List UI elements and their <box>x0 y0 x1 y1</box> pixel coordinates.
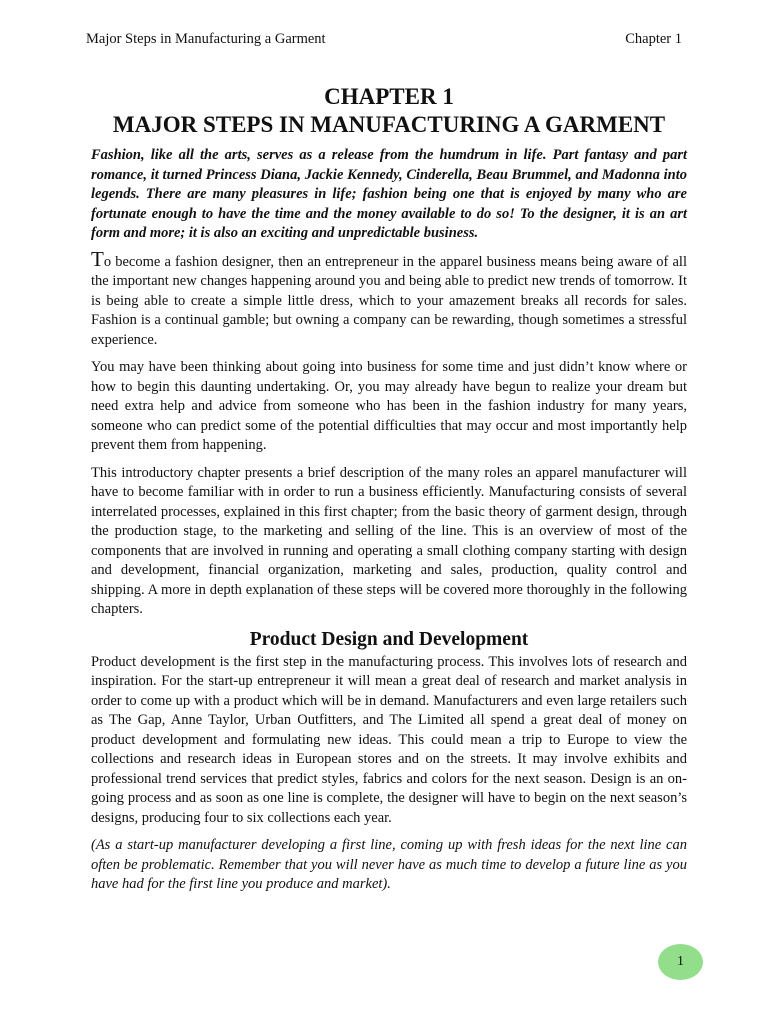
page-number-badge: 1 <box>658 944 703 980</box>
drop-cap: T <box>91 246 104 271</box>
page-body <box>91 84 687 895</box>
intro-paragraph-1-text: o become a fashion designer, then an entrepreneur in the apparel business means being aware of all the important new changes happening around you and being able to predict new trends of tomorrow. It is being able to create a simple little dress, which to your amazement breaks all records for sales. Fashion is a continual gamble; but owning a company can be rewarding, though sometimes a stressful experience. <box>91 253 687 348</box>
section-heading: Product Design and Development <box>249 628 529 650</box>
chapter-title: MAJOR STEPS IN MANUFACTURING A GARMENT <box>112 112 666 137</box>
intro-paragraph-2: You may have been thinking about going into business for some time and just didn’t know where or how to begin this daunting undertaking. Or, you may already have begun to realize your dream but need extra help and advice from someone who has been in the fashion industry for many years, someone who can predict some of the potential difficulties that may occur and most importantly help prevent them from happening. <box>91 359 687 453</box>
intro-paragraph-1 <box>91 246 687 351</box>
section-note: (As a start-up manufacturer developing a first line, coming up with fresh ideas for the next line can often be problematic. Remember that you will never have as much time to develop a future line as you have had for the first line you produce and market). <box>91 837 687 892</box>
intro-paragraph-3: This introductory chapter presents a brief description of the many roles an apparel manufacturer will have to become familiar with in order to run a business efficiently. Manufacturing consists of several interrelated processes, explained in this first chapter; from the basic theory of garment design, through the production stage, to the marketing and selling of the line. This is an overview of most of the components that are involved in running and operating a small clothing company starting with design and development, financial organization, marketing and sales, production, quality control and shipping. A more in depth explanation of these steps will be covered more thoroughly in the following chapters. <box>91 464 687 617</box>
chapter-number: CHAPTER 1 <box>324 84 454 109</box>
running-header <box>86 31 682 51</box>
header-chapter-label: Chapter 1 <box>625 31 682 47</box>
section-paragraph-1: Product development is the first step in the manufacturing process. This involves lots of research and inspiration. For the start-up entrepreneur it will mean a great deal of research and market analysis in order to come up with a product which will be in demand. Manufacturers and even large retailers such as The Gap, Anne Taylor, Urban Outfitters, and The Limited all spend a great deal of money on product development and formulating new ideas. This could mean a trip to Europe to view the collections and research ideas in European stores and on the streets. It may involve exhibits and professional trend services that predict styles, fabrics and colors for the next season. Design is an on-going process and as soon as one line is complete, the designer will have to begin on the next season’s designs, producing four to six collections each year. <box>91 653 687 826</box>
epigraph: Fashion, like all the arts, serves as a release from the humdrum in life. Part fantasy and part romance, it turned Princess Diana, Jackie Kennedy, Cinderella, Beau Brummel, and Madonna into legends. There are many pleasures in life; fashion being one that is enjoyed by many who are fortunate enough to have the time and the money available to do so! To the designer, it is an art form and more; it is also an exciting and unpredictable business. <box>91 147 687 241</box>
header-book-title: Major Steps in Manufacturing a Garment <box>86 31 326 47</box>
